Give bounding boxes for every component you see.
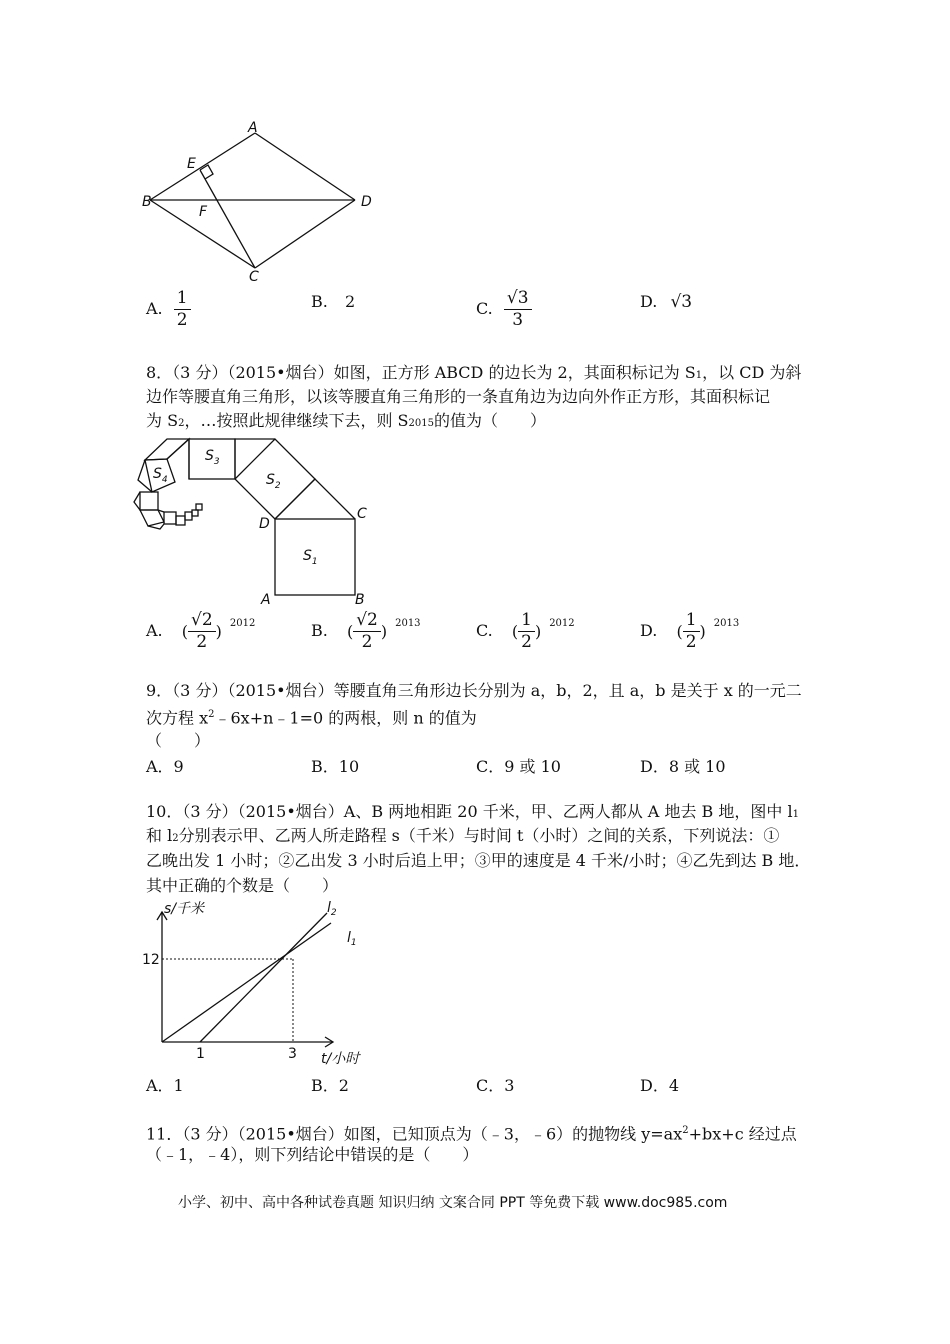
- q8-line-2: 边作等腰直角三角形，以该等腰直角三角形的一条直角边为边向外作正方形，其面积标记: [146, 387, 771, 406]
- text: 的值为（ ）: [433, 411, 546, 430]
- option-label: D.: [640, 621, 658, 640]
- label-F: F: [199, 204, 208, 220]
- fraction: [504, 290, 532, 329]
- q10-line-3: 乙晚出发 1 小时；②乙出发 3 小时后追上甲；③甲的速度是 4 千米/小时；④乙先到达 B 地．: [146, 851, 811, 870]
- y-axis-label: s/千米: [164, 901, 205, 917]
- label-S4: $S_4$: [153, 466, 168, 485]
- text: 和 l: [146, 826, 173, 845]
- q9-line-3: （ ）: [146, 731, 211, 750]
- q10-option-a[interactable]: A．1: [146, 1076, 184, 1095]
- option-label: D.: [640, 292, 658, 311]
- q8-option-b[interactable]: [311, 612, 421, 651]
- fraction: [683, 612, 700, 651]
- paren-open: (: [676, 622, 683, 641]
- q10-option-d[interactable]: D．4: [640, 1076, 680, 1095]
- text: +bx+c 经过点: [688, 1124, 797, 1144]
- text: 11．（3 分）（2015•烟台）如图，已知顶点为（﹣3，﹣6）的抛物线 y=ax: [146, 1124, 683, 1144]
- q9-option-c[interactable]: C．9 或 10: [476, 757, 561, 776]
- fraction: [353, 612, 381, 651]
- numerator: √3: [504, 290, 532, 310]
- denominator: 2: [196, 632, 208, 652]
- q8-option-c[interactable]: [476, 612, 575, 651]
- numerator: 1: [518, 612, 535, 632]
- q7-option-b[interactable]: [311, 292, 355, 311]
- q9-option-d[interactable]: D．8 或 10: [640, 757, 726, 776]
- paren-open: (: [181, 622, 188, 641]
- denominator: 2: [521, 632, 532, 652]
- q8-option-a[interactable]: [146, 612, 255, 651]
- label-C: C: [249, 269, 259, 285]
- q10-option-b[interactable]: B．2: [311, 1076, 349, 1095]
- text: 8．（3 分）（2015•烟台）如图，正方形 ABCD 的边长为 2，其面积标记为 S: [146, 363, 696, 382]
- paren-close: ): [215, 622, 222, 641]
- text: 10．（3 分）（2015•烟台）A、B 两地相距 20 千米，甲、乙两人都从 A 地去 B 地，图中 l: [146, 802, 793, 821]
- fraction: [188, 612, 216, 651]
- subscript: 1: [695, 370, 703, 381]
- denominator: 2: [176, 310, 188, 330]
- subscript: 2: [172, 833, 179, 844]
- subscript: 2: [178, 418, 185, 429]
- numerator: √2: [353, 612, 381, 632]
- denominator: 3: [512, 310, 524, 330]
- q9-option-b[interactable]: B．10: [311, 757, 360, 776]
- l1-label: $l_1$: [347, 930, 357, 948]
- numerator: 1: [174, 290, 191, 310]
- text: ，…按照此规律继续下去，则 S: [184, 411, 409, 430]
- q8-option-d[interactable]: [640, 612, 739, 651]
- paren-close: ): [534, 622, 542, 641]
- x-axis-label: t/小时: [321, 1051, 360, 1067]
- exponent: 2012: [229, 618, 256, 629]
- l2-label: $l_2$: [327, 900, 337, 918]
- superscript: 2: [208, 709, 215, 720]
- q11-line-2: （﹣1，﹣4），则下列结论中错误的是（ ）: [146, 1145, 479, 1164]
- q10-line-4: 其中正确的个数是（ ）: [146, 876, 339, 895]
- q10-line-2: [146, 825, 779, 850]
- text: 为 S: [146, 411, 179, 430]
- label-S2: $S_2$: [266, 472, 281, 491]
- numerator: √2: [188, 612, 216, 632]
- label-S3: $S_3$: [205, 448, 220, 467]
- option-value: 2: [344, 292, 356, 311]
- option-label: B.: [311, 621, 328, 640]
- label-B: B: [355, 592, 365, 608]
- exponent: 2012: [549, 618, 575, 629]
- label-B: B: [142, 194, 152, 210]
- option-label: C.: [476, 621, 493, 640]
- label-A: A: [248, 120, 258, 136]
- label-S1: $S_1$: [303, 548, 318, 567]
- y-tick-12: 12: [142, 952, 160, 968]
- exponent: 2013: [713, 618, 740, 629]
- label-E: E: [187, 156, 196, 172]
- paren-close: ): [380, 622, 388, 641]
- q8-line-1: [146, 362, 801, 387]
- label-D: D: [361, 194, 372, 210]
- option-label: A.: [146, 299, 163, 318]
- rhombus-figure: [135, 118, 385, 288]
- option-label: B.: [311, 292, 328, 311]
- numerator: 1: [683, 612, 700, 632]
- page-footer: 小学、初中、高中各种试卷真题 知识归纳 文案合同 PPT 等免费下载 www.doc985.com: [178, 1195, 728, 1211]
- option-value: √3: [670, 292, 693, 312]
- q7-option-d[interactable]: [640, 292, 692, 312]
- label-A: A: [261, 592, 271, 608]
- superscript: 2: [682, 1125, 689, 1136]
- text: 分别表示甲、乙两人所走路程 s（千米）与时间 t（小时）之间的关系，下列说法：①: [178, 826, 780, 845]
- distance-time-graph: [135, 900, 395, 1070]
- label-C: C: [357, 506, 367, 522]
- text: ，以 CD 为斜: [702, 363, 802, 382]
- text: ﹣6x+n﹣1=0 的两根，则 n 的值为: [214, 708, 477, 728]
- denominator: 2: [685, 632, 697, 652]
- q10-option-c[interactable]: C．3: [476, 1076, 515, 1095]
- option-label: C.: [476, 299, 493, 318]
- q9-option-a[interactable]: A．9: [146, 757, 184, 776]
- fraction: [518, 612, 535, 651]
- label-D: D: [259, 516, 270, 532]
- x-tick-3: 3: [288, 1046, 297, 1062]
- squares-spiral-figure: [130, 430, 380, 610]
- q9-line-2: [146, 704, 477, 729]
- line-l1: [162, 923, 331, 1042]
- line-l2: [200, 913, 327, 1042]
- subscript: 1: [792, 809, 799, 820]
- q7-option-c[interactable]: [476, 290, 532, 329]
- paren-open: (: [511, 622, 519, 641]
- paren-open: (: [346, 622, 354, 641]
- text: 次方程 x: [146, 708, 209, 728]
- x-tick-1: 1: [196, 1046, 205, 1062]
- q10-line-1: [146, 801, 799, 826]
- option-label: A.: [146, 621, 163, 640]
- subscript: 2015: [408, 418, 434, 429]
- denominator: 2: [361, 632, 373, 652]
- q7-option-a[interactable]: [146, 290, 191, 329]
- exponent: 2013: [395, 618, 421, 629]
- q9-line-1: 9．（3 分）（2015•烟台）等腰直角三角形边长分别为 a，b，2，且 a，b 是关于 x 的一元二: [146, 681, 802, 700]
- fraction: [174, 290, 191, 329]
- paren-close: ): [699, 622, 706, 641]
- q11-line-1: [146, 1120, 797, 1145]
